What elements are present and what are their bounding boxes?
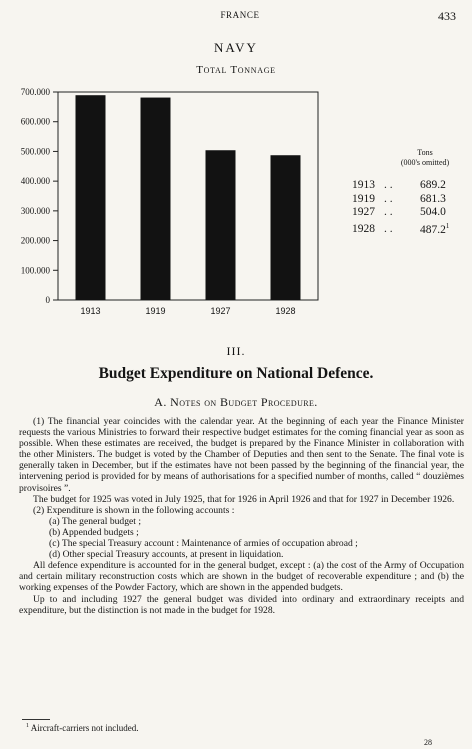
tonnage-row	[352, 179, 449, 193]
tonnage-value: 504.0	[420, 206, 446, 218]
y-tick-label: 500.000	[20, 146, 50, 157]
footnote-text: Aircraft-carriers not included.	[30, 723, 139, 733]
tonnage-dots: . .	[384, 223, 393, 236]
footnote-mark: 1	[26, 723, 29, 729]
running-head: FRANCE	[220, 10, 260, 20]
y-tick-label: 400.000	[20, 176, 50, 187]
bar	[206, 150, 236, 300]
tons-heading	[380, 148, 470, 168]
bar	[271, 155, 301, 300]
page-number: 433	[438, 9, 456, 23]
chart-title: NAVY	[214, 40, 258, 55]
paragraph: Up to and including 1927 the general budget was divided into ordinary and extraordinary receipts and expenditure, but the distinction is not made in the budget for 1928.	[19, 593, 464, 616]
footnote-ref: 1	[445, 221, 450, 230]
signature-mark: 28	[424, 738, 432, 747]
list-item: (a) The general budget ;	[49, 515, 141, 527]
y-tick-label: 700.000	[20, 87, 50, 97]
tonnage-value: 487.2	[420, 223, 446, 236]
section-title: Budget Expenditure on National Defence.	[98, 365, 374, 382]
bar	[76, 95, 106, 300]
bar	[141, 98, 171, 300]
footnote	[26, 723, 138, 733]
tonnage-dots: . .	[384, 206, 393, 218]
tonnage-value: 681.3	[420, 192, 446, 205]
x-tick-label: 1928	[275, 306, 296, 316]
tonnage-row	[352, 193, 449, 207]
tonnage-year: 1913	[352, 179, 375, 191]
y-tick-label: 600.000	[20, 116, 50, 127]
tonnage-dots: . .	[384, 179, 393, 191]
tonnage-table	[352, 179, 449, 237]
x-tick-label: 1919	[145, 306, 166, 316]
chart-subtitle: Total Tonnage	[196, 64, 276, 76]
paragraph: The budget for 1925 was voted in July 1925, that for 1926 in April 1926 and that for 1927 in December 1926.	[33, 493, 455, 505]
list-item: (c) The special Treasury account : Maintenance of armies of occupation abroad ;	[49, 538, 358, 550]
tonnage-year: 1928	[352, 223, 375, 236]
tonnage-row	[352, 206, 449, 220]
tonnage-year: 1927	[352, 206, 375, 218]
x-tick-label: 1913	[80, 306, 101, 316]
y-tick-label: 0	[45, 295, 50, 305]
tons-heading-unit: Tons	[417, 148, 433, 157]
paragraph: (1) The financial year coincides with the calendar year. At the beginning of each year the Finance Minister requests the various Ministries to forward their respective budget estimates for the coming financial year as soon as possible. When these estimates are received, the budget is prepared by the Finance Minister in collaboration with the other Ministers. The budget is voted by the Chamber of Deputies and then sent to the Senate. The final vote is generally taken in December, but if the estimates have not been passed by the beginning of the financial year, the intervening period is provided for by means of authorisations for a specified number of months, called “ douzièmes provisoires ”.	[19, 416, 464, 494]
footnote-rule	[22, 719, 50, 720]
tons-heading-note: (000's omitted)	[400, 158, 450, 167]
tonnage-bar-chart	[0, 80, 330, 320]
y-tick-label: 100.000	[20, 265, 50, 276]
subsection-title: A. Notes on Budget Procedure.	[154, 395, 318, 409]
tonnage-row	[352, 220, 449, 237]
list-item: (d) Other special Treasury accounts, at present in liquidation.	[49, 549, 284, 561]
y-tick-label: 200.000	[20, 235, 50, 246]
section-number: III.	[226, 344, 246, 358]
tonnage-dots: . .	[384, 192, 393, 205]
list-item: (b) Appended budgets ;	[49, 526, 139, 538]
tonnage-year: 1919	[352, 192, 375, 205]
y-tick-label: 300.000	[20, 205, 50, 216]
x-tick-label: 1927	[210, 306, 231, 316]
paragraph: (2) Expenditure is shown in the following accounts :	[33, 504, 235, 516]
body-text	[19, 416, 464, 616]
tonnage-value: 689.2	[420, 179, 446, 191]
paragraph: All defence expenditure is accounted for in the general budget, except : (a) the cost of the Army of Occupation and certain military reconstruction costs which are shown in the budget of recoverable expenditure ; and (b) the working expenses of the Powder Factory, which are shown in the appended budgets.	[19, 560, 464, 594]
